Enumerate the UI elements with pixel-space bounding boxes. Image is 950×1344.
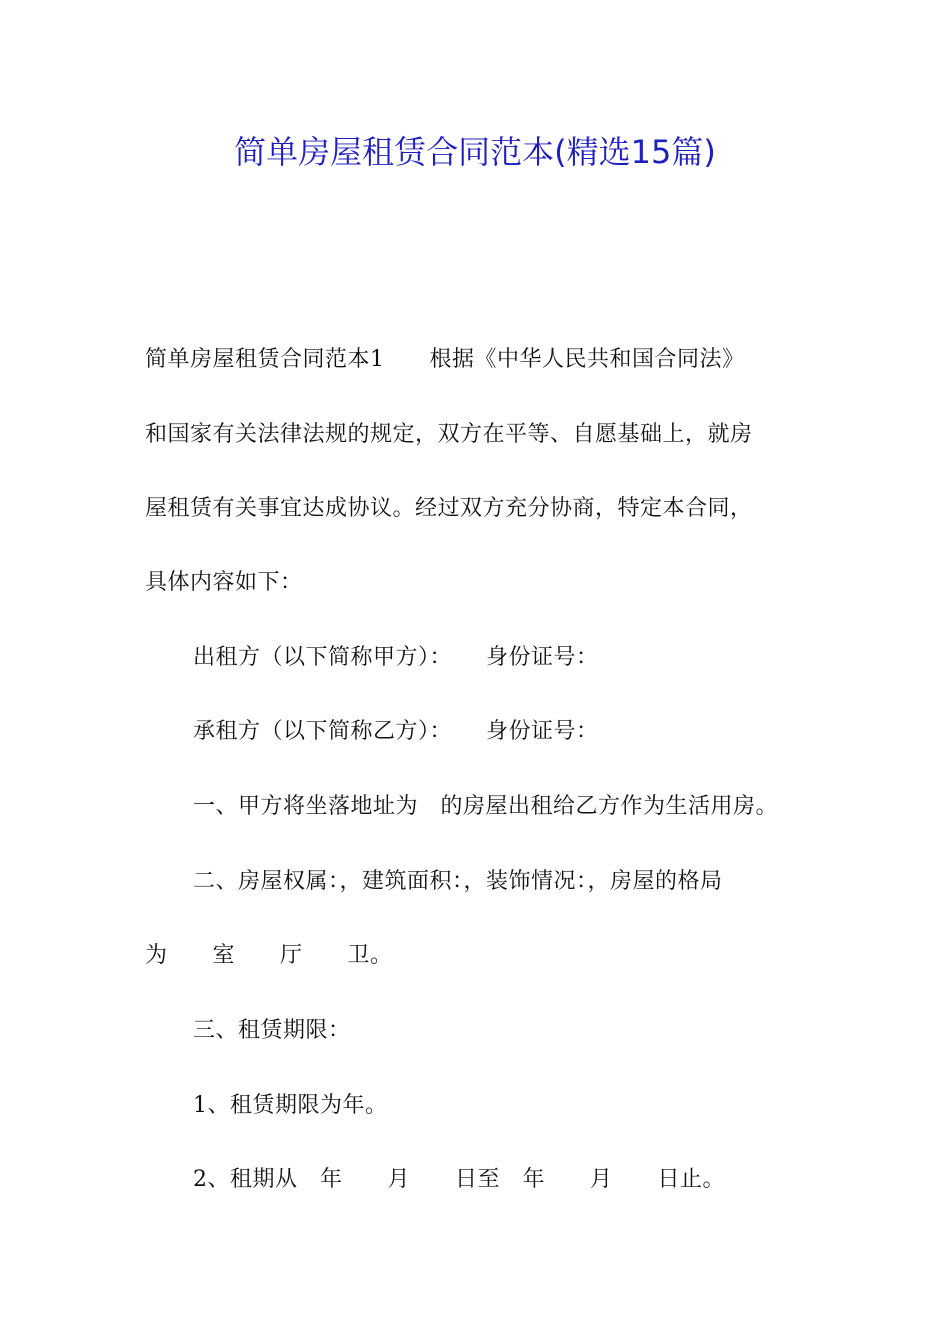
- paragraph-line-2: 和国家有关法律法规的规定，双方在平等、自愿基础上，就房: [145, 422, 753, 447]
- clause-1-line: 一、甲方将坐落地址为 的房屋出租给乙方作为生活用房。: [193, 794, 779, 819]
- clause-3-item-1: 1、租赁期限为年。: [193, 1093, 388, 1118]
- clause-2-continuation: 为 室 厅 卫。: [145, 943, 393, 968]
- clause-3-heading: 三、租赁期限：: [193, 1018, 351, 1043]
- lessee-line: 承租方（以下简称乙方）： 身份证号：: [193, 719, 599, 744]
- lessor-line: 出租方（以下简称甲方）： 身份证号：: [193, 645, 599, 670]
- paragraph-line-3: 屋租赁有关事宜达成协议。经过双方充分协商，特定本合同，: [145, 496, 753, 521]
- clause-3-item-2: 2、租期从 年 月 日至 年 月 日止。: [193, 1167, 725, 1192]
- document-title: 简单房屋租赁合同范本(精选15篇): [234, 133, 716, 171]
- paragraph-line-4: 具体内容如下：: [145, 570, 303, 595]
- clause-2-line: 二、房屋权属：，建筑面积：，装饰情况：，房屋的格局: [193, 869, 723, 894]
- paragraph-line-1: 简单房屋租赁合同范本1 根据《中华人民共和国合同法》: [145, 347, 745, 372]
